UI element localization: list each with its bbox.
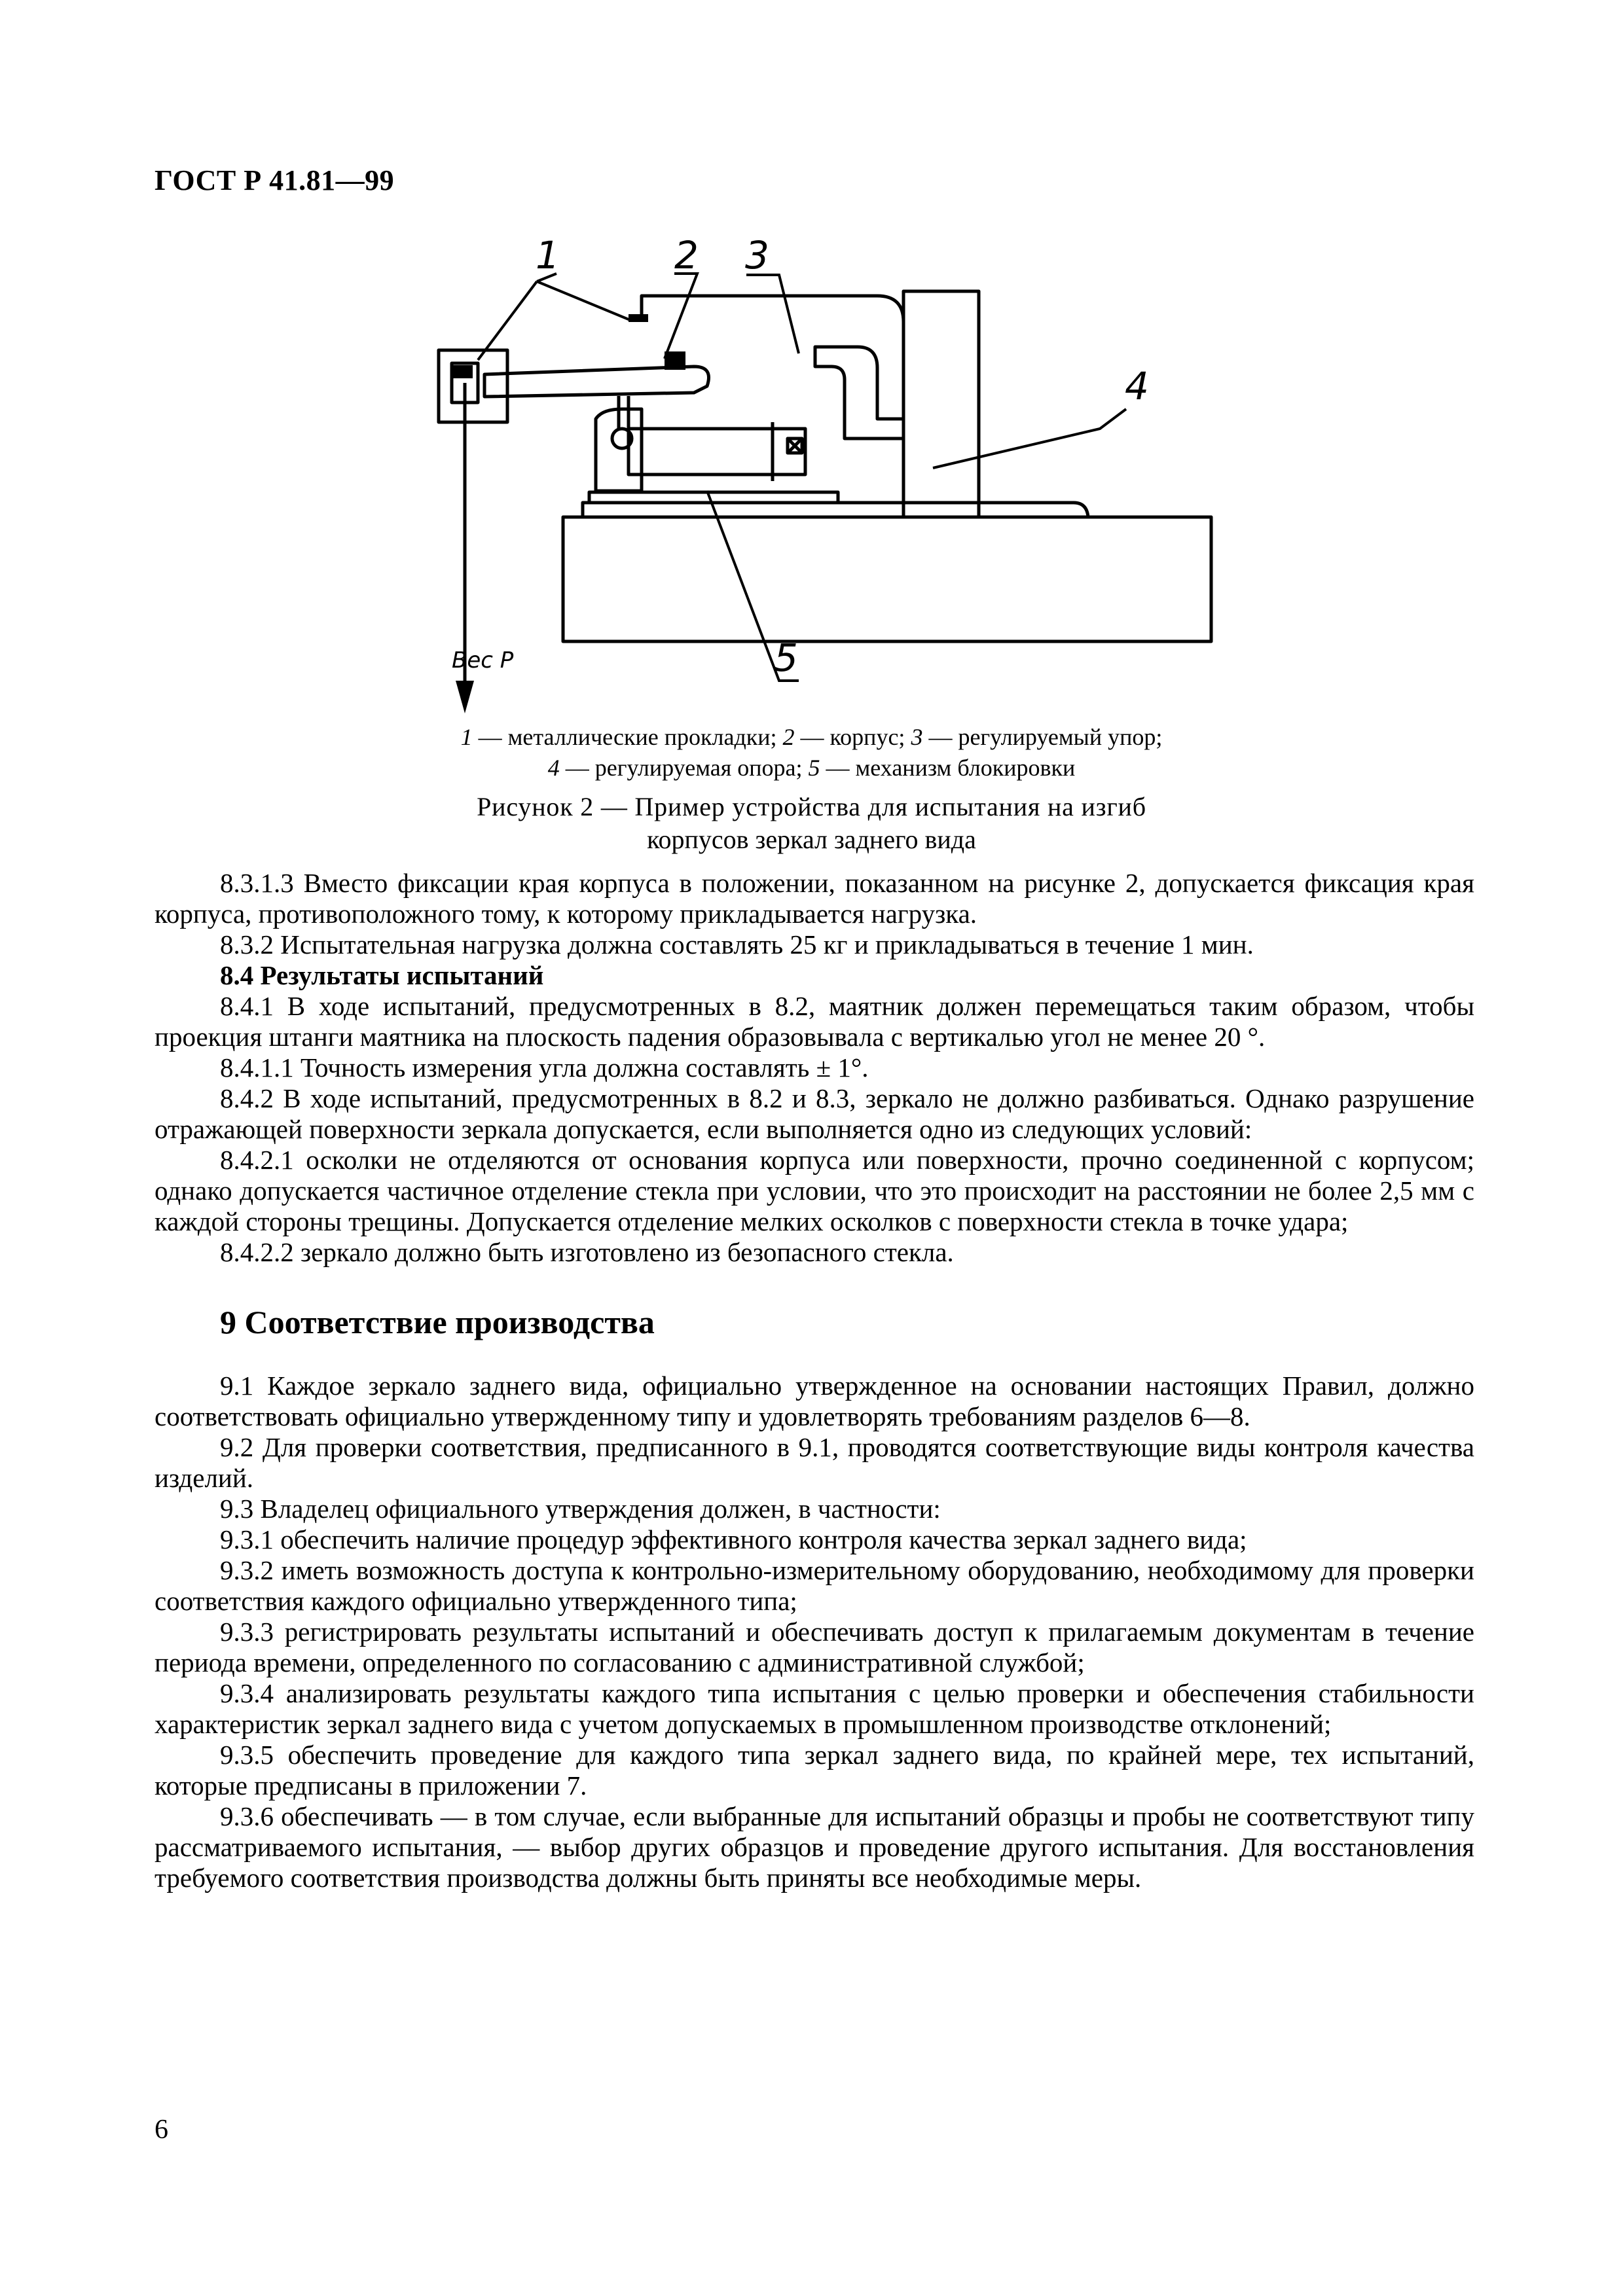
legend-num: 1: [460, 724, 473, 750]
figure-test-device: [406, 223, 1257, 726]
heading-8-4: 8.4 Результаты испытаний: [220, 960, 544, 990]
legend-num: 3: [911, 724, 923, 750]
leader-1: [478, 274, 632, 360]
paragraph-8-4-2-1: 8.4.2.1 осколки не отделяются от основания корпуса или поверхности, прочно соединенной с корпусом; однако допускается частичное отделение стекла при условии, что это происходит на расстоянии не более 2,5 мм с каждой стороны трещины. Допускается отделение мелких осколков с поверхности стекла в точке удара;: [155, 1145, 1474, 1236]
legend-num: 5: [808, 755, 820, 781]
leader-2: [665, 274, 697, 359]
paragraph-9-3-6: 9.3.6 обеспечивать — в том случае, если выбранные для испытаний образцы и пробы не соответствуют типу рассматриваемого испытания, — выбор других образцов и проведение другого испытания. Для восстановления требуемого соответствия производства должны быть приняты все необходимые меры.: [155, 1801, 1474, 1893]
paragraph-9-3-5: 9.3.5 обеспечить проведение для каждого типа зеркал заднего вида, по крайней мере, тех испытаний, которые предписаны в приложении 7.: [155, 1740, 1474, 1801]
legend-text: — регулируемый упор;: [922, 724, 1163, 750]
paragraph-8-4-2: 8.4.2 В ходе испытаний, предусмотренных в 8.2 и 8.3, зеркало не должно разбиваться. Однако разрушение отражающей поверхности зеркала допускается, если выполняется одно из следующих условий:: [155, 1083, 1474, 1144]
leader-4: [933, 409, 1126, 468]
legend-text: — регулируемая опора;: [559, 755, 809, 781]
paragraph-9-3-4: 9.3.4 анализировать результаты каждого типа испытания с целью проверки и обеспечения стабильности характеристик зеркал заднего вида с учетом допускаемых в промышленном производстве отклонений;: [155, 1678, 1474, 1739]
locking-screw-cross: [788, 439, 802, 453]
paragraph-8-4-1: 8.4.1 В ходе испытаний, предусмотренных в 8.2, маятник должен перемещаться таким образом, чтобы проекция штанги маятника на плоскость падения образовывала с вертикалью угол не менее 20 °.: [155, 991, 1474, 1052]
adjustable-support: [903, 291, 979, 517]
mirror-housing: [484, 367, 709, 397]
document-body: [155, 868, 1474, 1893]
metal-pad-left: [453, 365, 473, 378]
legend-text: — корпус;: [794, 724, 911, 750]
locking-mechanism: [629, 429, 805, 475]
figure-legend-line-2: [0, 753, 1623, 783]
paragraph-9-3: 9.3 Владелец официального утверждения должен, в частности:: [220, 1494, 941, 1524]
base-block: [563, 517, 1211, 641]
base-plate: [583, 503, 1088, 517]
page-number: 6: [155, 2115, 168, 2145]
paragraph-9-3-1: 9.3.1 обеспечить наличие процедур эффективного контроля качества зеркал заднего вида;: [220, 1524, 1247, 1554]
weight-label: Вес Р: [452, 647, 514, 673]
pivot-rod: [619, 396, 629, 429]
legend-num: 4: [547, 755, 560, 781]
paragraph-8-4-2-2: 8.4.2.2 зеркало должно быть изготовлено из безопасного стекла.: [220, 1237, 954, 1267]
legend-text: — механизм блокировки: [820, 755, 1076, 781]
figure-legend-line-1: [0, 722, 1623, 752]
paragraph-9-2: 9.2 Для проверки соответствия, предписанного в 9.1, проводятся соответствующие виды контроля качества изделий.: [155, 1432, 1474, 1493]
label-2: 2: [674, 233, 699, 278]
figure-caption-line-1: Рисунок 2 — Пример устройства для испытания на изгиб: [477, 792, 1146, 821]
paragraph-8-4-1-1: 8.4.1.1 Точность измерения угла должна составлять ± 1°.: [220, 1052, 869, 1083]
load-arrow-head: [456, 681, 474, 713]
test-device-drawing: [406, 223, 1257, 726]
left-clamp: [439, 350, 507, 422]
paragraph-8-3-2: 8.3.2 Испытательная нагрузка должна составлять 25 кг и прикладываться в течение 1 мин.: [220, 929, 1254, 960]
paragraph-9-1: 9.1 Каждое зеркало заднего вида, официально утвержденное на основании настоящих Правил, должно соответствовать официально утвержденному типу и удовлетворять требованиям разделов 6—8.: [155, 1371, 1474, 1431]
legend-text: — металлические прокладки;: [472, 724, 783, 750]
legend-num: 2: [782, 724, 795, 750]
document-header: ГОСТ Р 41.81—99: [155, 164, 395, 196]
leader-3: [746, 275, 799, 353]
paragraph-8-3-1-3: 8.3.1.3 Вместо фиксации края корпуса в положении, показанном на рисунке 2, допускается фиксация края корпуса, противоположного тому, к которому прикладывается нагрузка.: [155, 868, 1474, 929]
label-5: 5: [774, 636, 798, 680]
paragraph-9-3-3: 9.3.3 регистрировать результаты испытаний и обеспечивать доступ к прилагаемым документам в течение периода времени, определенного по согласованию с административной службой;: [155, 1617, 1474, 1677]
section-9-title: 9 Соответствие производства: [220, 1304, 655, 1340]
label-4: 4: [1125, 364, 1149, 408]
metal-pad-right: [665, 351, 685, 370]
figure-caption-line-2: корпусов зеркал заднего вида: [647, 825, 976, 854]
paragraph-9-3-2: 9.3.2 иметь возможность доступа к контрольно-измерительному оборудованию, необходимому для проверки соответствия каждого официально утвержденного типа;: [155, 1555, 1474, 1616]
label-3: 3: [745, 233, 769, 278]
label-1: 1: [536, 233, 560, 278]
